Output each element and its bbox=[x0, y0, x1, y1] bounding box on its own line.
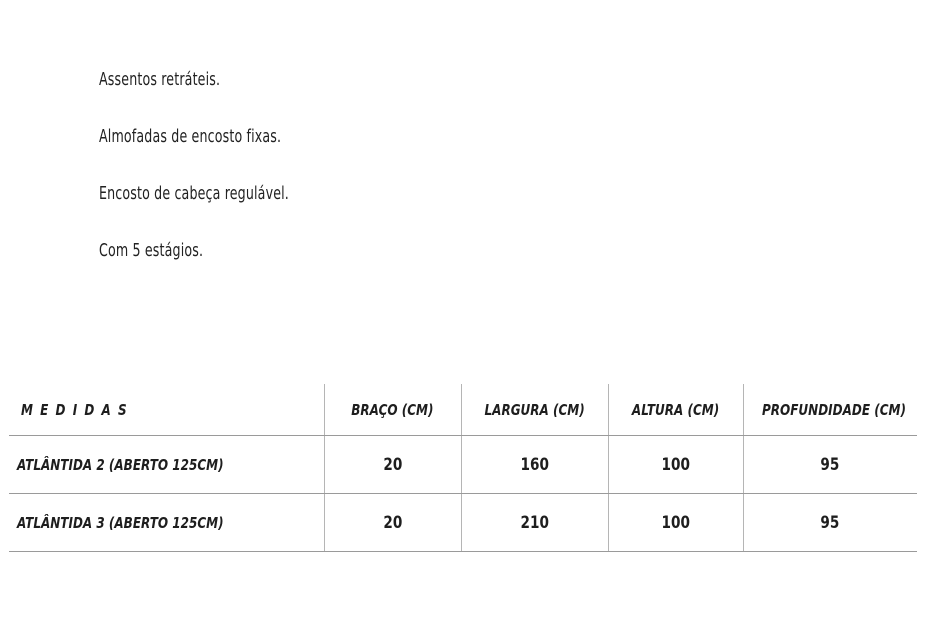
table-header-row bbox=[9, 384, 917, 436]
measurements-table bbox=[9, 384, 917, 552]
cell-profundidade: 95 bbox=[743, 436, 917, 494]
header-medidas: MEDIDAS bbox=[9, 384, 324, 436]
feature-item: Assentos retráteis. bbox=[99, 69, 221, 90]
cell-braco: 20 bbox=[324, 494, 461, 552]
cell-profundidade: 95 bbox=[743, 494, 917, 552]
table-row bbox=[9, 436, 917, 494]
header-altura: ALTURA (CM) bbox=[608, 384, 743, 436]
feature-item: Encosto de cabeça regulável. bbox=[99, 183, 289, 204]
cell-largura: 160 bbox=[461, 436, 608, 494]
row-label: ATLÂNTIDA 3 (ABERTO 125CM) bbox=[9, 494, 324, 552]
row-label: ATLÂNTIDA 2 (ABERTO 125CM) bbox=[9, 436, 324, 494]
cell-altura: 100 bbox=[608, 494, 743, 552]
header-braco: BRAÇO (CM) bbox=[324, 384, 461, 436]
cell-braco: 20 bbox=[324, 436, 461, 494]
header-largura: LARGURA (CM) bbox=[461, 384, 608, 436]
cell-largura: 210 bbox=[461, 494, 608, 552]
table-row bbox=[9, 494, 917, 552]
feature-list bbox=[99, 66, 343, 294]
feature-item: Com 5 estágios. bbox=[99, 240, 204, 261]
feature-item: Almofadas de encosto fixas. bbox=[99, 126, 282, 147]
cell-altura: 100 bbox=[608, 436, 743, 494]
header-profundidade: PROFUNDIDADE (CM) bbox=[743, 384, 917, 436]
